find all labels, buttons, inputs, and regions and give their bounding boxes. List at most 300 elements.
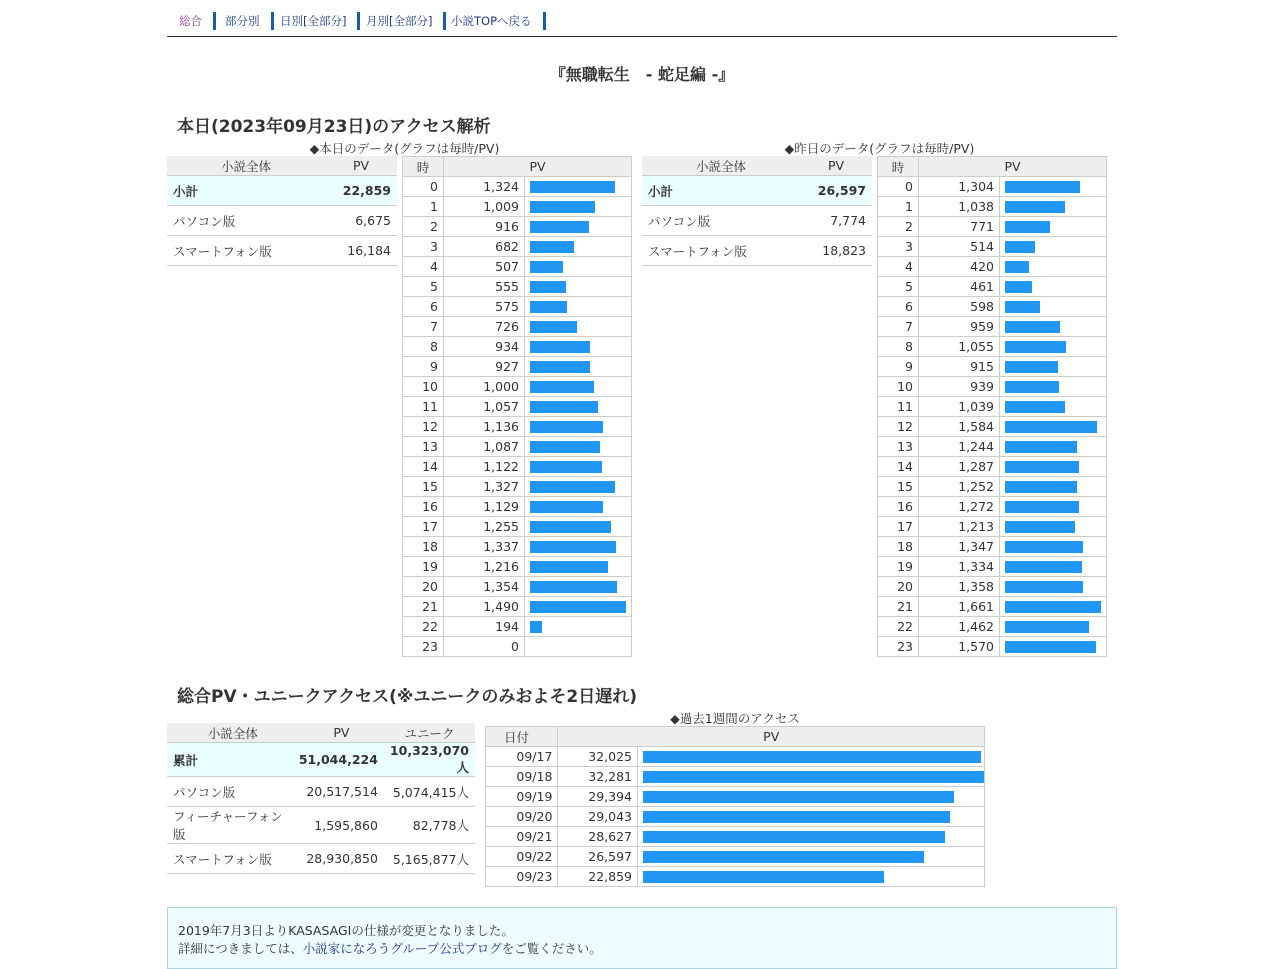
- notice-line1: 2019年7月3日よりKASASAGIの仕様が変更となりました。: [178, 923, 514, 938]
- pv-cell: 461: [919, 277, 1000, 297]
- bar-cell: [638, 787, 985, 807]
- pv-cell: 939: [919, 377, 1000, 397]
- week-pv-header: PV: [558, 727, 985, 747]
- pv-bar: [643, 831, 945, 843]
- row-pv: 20,517,514: [299, 777, 384, 807]
- yesterday-caption: ◆昨日のデータ(グラフは毎時/PV): [784, 141, 975, 156]
- pv-bar: [530, 541, 616, 553]
- table-row: [878, 497, 1107, 517]
- total-heading: 総合PV・ユニークアクセス(※ユニークのみおよそ2日遅れ): [177, 687, 637, 707]
- bar-cell: [1000, 597, 1107, 617]
- bar-cell: [1000, 297, 1107, 317]
- pv-cell: 1,087: [444, 437, 525, 457]
- hour-cell: 0: [403, 177, 444, 197]
- total-header-unique: ユニーク: [384, 723, 475, 743]
- table-row: [403, 577, 632, 597]
- pv-cell: 1,304: [919, 177, 1000, 197]
- hour-cell: 1: [403, 197, 444, 217]
- hour-cell: 2: [403, 217, 444, 237]
- table-row: [878, 177, 1107, 197]
- today-caption: ◆本日のデータ(グラフは毎時/PV): [309, 141, 500, 156]
- bar-cell: [525, 357, 632, 377]
- hour-cell: 21: [403, 597, 444, 617]
- pv-bar: [1005, 441, 1077, 453]
- pv-bar: [1005, 621, 1089, 633]
- hour-cell: 10: [403, 377, 444, 397]
- bar-cell: [1000, 177, 1107, 197]
- nav-monthly-all[interactable]: 月別[全部分]: [354, 12, 446, 30]
- table-row: [878, 277, 1107, 297]
- hour-cell: 11: [403, 397, 444, 417]
- pv-bar: [1005, 301, 1040, 313]
- pv-cell: 1,584: [919, 417, 1000, 437]
- pv-cell: 1,347: [919, 537, 1000, 557]
- table-row: [878, 537, 1107, 557]
- bar-cell: [1000, 557, 1107, 577]
- pv-cell: 1,462: [919, 617, 1000, 637]
- table-row: [878, 297, 1107, 317]
- table-row: [878, 457, 1107, 477]
- pv-bar: [643, 771, 984, 783]
- pv-bar: [1005, 521, 1075, 533]
- pv-cell: 28,627: [558, 827, 638, 847]
- pv-cell: 1,038: [919, 197, 1000, 217]
- table-row: [403, 477, 632, 497]
- hour-cell: 10: [878, 377, 919, 397]
- row-label: 小計: [642, 176, 800, 206]
- row-value: 26,597: [800, 176, 872, 206]
- pv-cell: 1,337: [444, 537, 525, 557]
- pv-bar: [530, 281, 566, 293]
- hour-cell: 16: [403, 497, 444, 517]
- hour-cell: 16: [878, 497, 919, 517]
- bar-cell: [1000, 337, 1107, 357]
- week-table: [485, 726, 985, 887]
- pv-bar: [530, 321, 577, 333]
- table-row: [403, 557, 632, 577]
- table-row: [878, 217, 1107, 237]
- bar-cell: [525, 397, 632, 417]
- pv-bar: [530, 221, 589, 233]
- table-row: [878, 577, 1107, 597]
- pv-cell: 959: [919, 317, 1000, 337]
- hour-cell: 12: [878, 417, 919, 437]
- pv-cell: 1,039: [919, 397, 1000, 417]
- bar-cell: [525, 277, 632, 297]
- pv-bar: [1005, 221, 1050, 233]
- row-pv: 28,930,850: [299, 844, 384, 874]
- bar-cell: [1000, 377, 1107, 397]
- hour-cell: 3: [403, 237, 444, 257]
- row-label: パソコン版: [167, 206, 325, 236]
- row-pv: 1,595,860: [299, 807, 384, 844]
- bar-cell: [1000, 357, 1107, 377]
- pv-bar: [1005, 181, 1080, 193]
- pv-cell: 1,334: [919, 557, 1000, 577]
- bar-cell: [525, 237, 632, 257]
- pv-bar: [1005, 261, 1029, 273]
- hour-cell: 13: [878, 437, 919, 457]
- pv-bar: [643, 751, 981, 763]
- pv-header: PV: [919, 157, 1107, 177]
- pv-bar: [530, 341, 590, 353]
- official-blog-link[interactable]: 小説家になろうグループ公式ブログ: [302, 941, 502, 956]
- bar-cell: [525, 317, 632, 337]
- pv-cell: 1,000: [444, 377, 525, 397]
- pv-bar: [1005, 601, 1101, 613]
- table-row: [486, 867, 985, 887]
- pv-cell: 915: [919, 357, 1000, 377]
- row-label: スマートフォン版: [167, 236, 325, 266]
- table-row: [878, 557, 1107, 577]
- hour-cell: 8: [878, 337, 919, 357]
- table-row: [403, 217, 632, 237]
- pv-bar: [530, 361, 590, 373]
- table-row: [486, 767, 985, 787]
- date-cell: 09/17: [486, 747, 558, 767]
- pv-bar: [1005, 201, 1065, 213]
- pv-cell: 771: [919, 217, 1000, 237]
- hour-cell: 23: [403, 637, 444, 657]
- bar-cell: [525, 497, 632, 517]
- bar-cell: [1000, 237, 1107, 257]
- hour-cell: 2: [878, 217, 919, 237]
- date-cell: 09/21: [486, 827, 558, 847]
- row-value: 18,823: [800, 236, 872, 266]
- summary-header-novel: 小説全体: [167, 156, 325, 176]
- pv-header: PV: [444, 157, 632, 177]
- pv-bar: [643, 811, 950, 823]
- today-hourly-table: [402, 156, 632, 657]
- bar-cell: [525, 477, 632, 497]
- hour-cell: 22: [403, 617, 444, 637]
- pv-cell: 32,281: [558, 767, 638, 787]
- pv-bar: [1005, 241, 1035, 253]
- pv-cell: 1,287: [919, 457, 1000, 477]
- table-row: [403, 437, 632, 457]
- hour-cell: 19: [403, 557, 444, 577]
- pv-bar: [530, 501, 603, 513]
- pv-bar: [1005, 361, 1058, 373]
- bar-cell: [525, 417, 632, 437]
- table-row: [878, 617, 1107, 637]
- bar-cell: [525, 597, 632, 617]
- total-header-pv: PV: [299, 723, 384, 743]
- pv-cell: 420: [919, 257, 1000, 277]
- hour-cell: 14: [878, 457, 919, 477]
- hour-cell: 22: [878, 617, 919, 637]
- summary-header-novel: 小説全体: [642, 156, 800, 176]
- summary-header-pv: PV: [800, 156, 872, 176]
- pv-bar: [1005, 501, 1079, 513]
- row-pv: 51,044,224: [299, 743, 384, 777]
- bar-cell: [1000, 277, 1107, 297]
- bar-cell: [525, 197, 632, 217]
- pv-bar: [1005, 281, 1032, 293]
- novel-title: 『無職転生 - 蛇足編 -』: [549, 65, 735, 84]
- table-row: [403, 257, 632, 277]
- hour-cell: 6: [878, 297, 919, 317]
- table-row: [403, 357, 632, 377]
- pv-cell: 26,597: [558, 847, 638, 867]
- hour-cell: 4: [403, 257, 444, 277]
- row-unique: 5,165,877人: [384, 844, 475, 874]
- pv-cell: 1,354: [444, 577, 525, 597]
- table-row: [486, 807, 985, 827]
- bar-cell: [525, 517, 632, 537]
- pv-bar: [1005, 481, 1077, 493]
- bar-cell: [1000, 617, 1107, 637]
- nav-total[interactable]: 総合: [167, 12, 216, 30]
- bar-cell: [1000, 497, 1107, 517]
- pv-cell: 1,358: [919, 577, 1000, 597]
- table-row: [167, 743, 475, 777]
- hour-cell: 19: [878, 557, 919, 577]
- bar-cell: [1000, 577, 1107, 597]
- pv-cell: 1,057: [444, 397, 525, 417]
- bar-cell: [525, 577, 632, 597]
- row-unique: 5,074,415人: [384, 777, 475, 807]
- table-row: [403, 337, 632, 357]
- bar-cell: [525, 217, 632, 237]
- pv-cell: 194: [444, 617, 525, 637]
- row-value: 7,774: [800, 206, 872, 236]
- pv-bar: [1005, 381, 1059, 393]
- pv-bar: [530, 301, 567, 313]
- pv-bar: [530, 241, 574, 253]
- table-row: [403, 417, 632, 437]
- table-row: [878, 597, 1107, 617]
- hour-cell: 7: [403, 317, 444, 337]
- bar-cell: [638, 747, 985, 767]
- date-cell: 09/19: [486, 787, 558, 807]
- notice-prefix: 詳細につきましては、: [178, 941, 303, 956]
- table-row: [486, 747, 985, 767]
- today-heading: 本日(2023年09月23日)のアクセス解析: [177, 117, 491, 137]
- hour-header: 時: [878, 157, 919, 177]
- bar-cell: [1000, 457, 1107, 477]
- bar-cell: [1000, 517, 1107, 537]
- pv-bar: [1005, 321, 1060, 333]
- bar-cell: [1000, 317, 1107, 337]
- pv-bar: [530, 261, 563, 273]
- notice-line2: [178, 939, 602, 957]
- bar-cell: [525, 177, 632, 197]
- pv-cell: 575: [444, 297, 525, 317]
- pv-cell: 1,129: [444, 497, 525, 517]
- date-cell: 09/18: [486, 767, 558, 787]
- hour-cell: 5: [878, 277, 919, 297]
- pv-cell: 1,122: [444, 457, 525, 477]
- hour-cell: 21: [878, 597, 919, 617]
- bar-cell: [525, 437, 632, 457]
- row-label: 小計: [167, 176, 325, 206]
- bar-cell: [525, 537, 632, 557]
- bar-cell: [1000, 397, 1107, 417]
- table-row: [878, 437, 1107, 457]
- table-row: [878, 377, 1107, 397]
- pv-bar: [1005, 561, 1082, 573]
- spec-change-notice: [167, 907, 1117, 969]
- hour-cell: 9: [878, 357, 919, 377]
- table-row: [403, 617, 632, 637]
- pv-cell: 29,043: [558, 807, 638, 827]
- table-row: [642, 236, 872, 266]
- date-header: 日付: [486, 727, 558, 747]
- pv-cell: 598: [919, 297, 1000, 317]
- bar-cell: [1000, 257, 1107, 277]
- pv-bar: [530, 201, 595, 213]
- row-value: 6,675: [325, 206, 397, 236]
- bar-cell: [638, 807, 985, 827]
- pv-bar: [643, 871, 884, 883]
- hour-cell: 14: [403, 457, 444, 477]
- hour-cell: 18: [878, 537, 919, 557]
- yesterday-summary-table: [642, 156, 872, 266]
- pv-cell: 916: [444, 217, 525, 237]
- pv-bar: [1005, 541, 1083, 553]
- pv-cell: 1,055: [919, 337, 1000, 357]
- table-row: [878, 237, 1107, 257]
- table-row: [167, 236, 397, 266]
- pv-bar: [1005, 421, 1097, 433]
- pv-bar: [530, 561, 608, 573]
- table-row: [486, 827, 985, 847]
- table-row: [878, 337, 1107, 357]
- hour-cell: 1: [878, 197, 919, 217]
- table-row: [167, 206, 397, 236]
- pv-cell: 555: [444, 277, 525, 297]
- hour-cell: 9: [403, 357, 444, 377]
- pv-cell: 1,324: [444, 177, 525, 197]
- row-value: 16,184: [325, 236, 397, 266]
- table-row: [403, 277, 632, 297]
- date-cell: 09/22: [486, 847, 558, 867]
- hour-cell: 20: [403, 577, 444, 597]
- pv-cell: 1,661: [919, 597, 1000, 617]
- pv-cell: 32,025: [558, 747, 638, 767]
- total-header-novel: 小説全体: [167, 723, 299, 743]
- table-row: [167, 807, 475, 844]
- row-label: スマートフォン版: [642, 236, 800, 266]
- pv-bar: [1005, 401, 1065, 413]
- table-row: [403, 637, 632, 657]
- hour-cell: 6: [403, 297, 444, 317]
- yesterday-hourly-table: [877, 156, 1107, 657]
- notice-suffix: をご覧ください。: [501, 941, 602, 956]
- row-unique: 82,778人: [384, 807, 475, 844]
- hour-cell: 18: [403, 537, 444, 557]
- hour-cell: 12: [403, 417, 444, 437]
- pv-bar: [643, 791, 954, 803]
- pv-cell: 1,136: [444, 417, 525, 437]
- table-row: [642, 176, 872, 206]
- pv-bar: [1005, 641, 1096, 653]
- table-row: [642, 206, 872, 236]
- bar-cell: [525, 557, 632, 577]
- hour-cell: 13: [403, 437, 444, 457]
- bar-cell: [525, 457, 632, 477]
- pv-cell: 1,327: [444, 477, 525, 497]
- table-row: [403, 457, 632, 477]
- pv-bar: [530, 461, 602, 473]
- bar-cell: [1000, 197, 1107, 217]
- row-unique: 10,323,070人: [384, 743, 475, 777]
- pv-cell: 934: [444, 337, 525, 357]
- pv-bar: [643, 851, 924, 863]
- table-row: [403, 397, 632, 417]
- bar-cell: [525, 257, 632, 277]
- date-cell: 09/20: [486, 807, 558, 827]
- pv-cell: 507: [444, 257, 525, 277]
- nav-daily-all[interactable]: 日別[全部分]: [268, 12, 360, 30]
- table-row: [167, 176, 397, 206]
- bar-cell: [638, 827, 985, 847]
- pv-bar: [530, 401, 598, 413]
- hour-cell: 15: [878, 477, 919, 497]
- bar-cell: [638, 867, 985, 887]
- total-table: [167, 723, 475, 874]
- pv-bar: [530, 621, 542, 633]
- table-row: [878, 257, 1107, 277]
- table-row: [878, 517, 1107, 537]
- pv-bar: [530, 581, 617, 593]
- today-summary-table: [167, 156, 397, 266]
- pv-bar: [1005, 341, 1066, 353]
- pv-bar: [530, 521, 611, 533]
- table-row: [486, 787, 985, 807]
- pv-cell: 1,272: [919, 497, 1000, 517]
- hour-cell: 4: [878, 257, 919, 277]
- pv-bar: [530, 441, 600, 453]
- hour-cell: 23: [878, 637, 919, 657]
- table-row: [403, 177, 632, 197]
- bar-cell: [525, 297, 632, 317]
- pv-cell: 927: [444, 357, 525, 377]
- table-row: [878, 317, 1107, 337]
- table-row: [403, 317, 632, 337]
- pv-bar: [530, 381, 594, 393]
- pv-bar: [530, 481, 615, 493]
- nav-novel-top[interactable]: 小説TOPへ戻る: [439, 12, 546, 30]
- table-row: [403, 297, 632, 317]
- bar-cell: [1000, 417, 1107, 437]
- table-row: [486, 847, 985, 867]
- bar-cell: [1000, 477, 1107, 497]
- pv-cell: 514: [919, 237, 1000, 257]
- bar-cell: [638, 847, 985, 867]
- pv-cell: 682: [444, 237, 525, 257]
- table-row: [878, 417, 1107, 437]
- pv-bar: [530, 181, 615, 193]
- bar-cell: [1000, 437, 1107, 457]
- pv-bar: [530, 421, 603, 433]
- hour-cell: 20: [878, 577, 919, 597]
- hour-cell: 11: [878, 397, 919, 417]
- table-row: [878, 197, 1107, 217]
- pv-bar: [1005, 581, 1083, 593]
- row-label: パソコン版: [642, 206, 800, 236]
- table-row: [167, 844, 475, 874]
- row-label: 累計: [167, 743, 299, 777]
- date-cell: 09/23: [486, 867, 558, 887]
- row-value: 22,859: [325, 176, 397, 206]
- hour-header: 時: [403, 157, 444, 177]
- table-row: [403, 537, 632, 557]
- pv-bar: [1005, 461, 1079, 473]
- nav-by-part[interactable]: 部分別: [213, 12, 274, 30]
- hour-cell: 17: [403, 517, 444, 537]
